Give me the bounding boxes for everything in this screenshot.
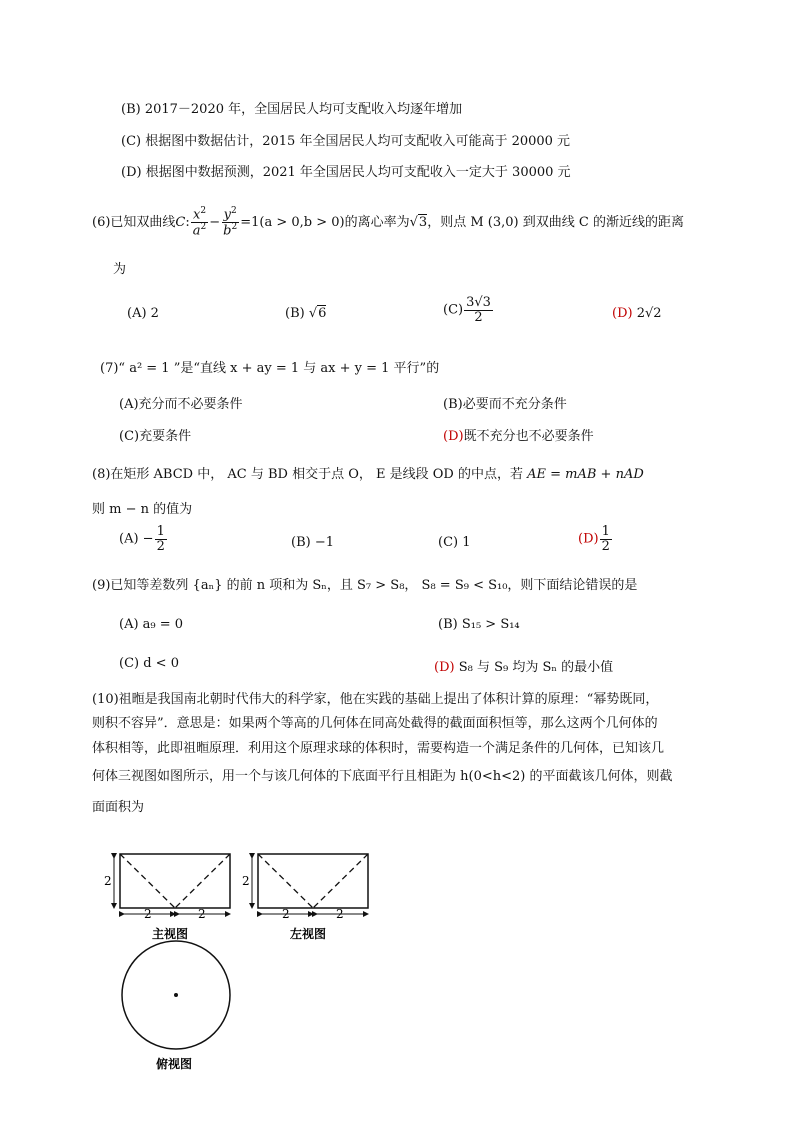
q7-stem: (7)“ a² = 1 ”是“直线 x + ay = 1 与 ax + y = 1 平行”的: [100, 361, 440, 376]
side-width-right-label: 2: [336, 907, 344, 921]
q6-option-c-den: 2: [474, 309, 483, 325]
q9-option-d-text: S₈ 与 S₉ 均为 Sₙ 的最小值: [458, 660, 614, 675]
q8-option-c: (C) 1: [438, 535, 471, 550]
q10-line-2: 则积不容异”．意思是：如果两个等高的几何体在同高处截得的截面面积恒等，那么这两个几何体的: [92, 716, 658, 731]
q6-stem: (6)已知双曲线C: $\frac{x^2}{a^2}$ − $\frac{y^2}{b^2}$ =1(a > 0,b > 0)的离心率为√3，则点 M (3,0) 到双曲线 C 的渐近线的距离: [92, 206, 684, 239]
side-view: [242, 854, 368, 941]
q8-vector-eq: AE = mAB + nAD: [527, 467, 644, 482]
q8-option-a: [119, 525, 168, 553]
three-view-figure: [100, 840, 400, 1080]
q6-option-b: (B) √6: [285, 306, 327, 321]
q9-stem: (9)已知等差数列 {aₙ} 的前 n 项和为 Sₙ，且 S₇ > S₈， S₈ = S₉ < S₁₀，则下面结论错误的是: [92, 578, 638, 593]
q8-option-a-den: 2: [156, 538, 165, 554]
q6-condition: =1(a > 0,b > 0): [240, 215, 345, 230]
front-height-label: 2: [104, 874, 112, 888]
q8-option-d: [578, 525, 613, 553]
q10-line-4: 何体三视图如图所示，用一个与该几何体的下底面平行且相距为 h(0<h<2) 的平面截该几何体，则截: [92, 769, 673, 784]
q7-option-c: (C)充要条件: [119, 429, 192, 444]
q6-option-d-value: 2√2: [636, 306, 662, 321]
q10-line-3: 体积相等，此即祖暅原理．利用这个原理求球的体积时，需要构造一个满足条件的几何体，已知该几: [92, 741, 665, 756]
q8-option-a-label: (A) −: [119, 531, 154, 547]
q9-option-d-label: (D): [434, 660, 455, 675]
q7-option-d-text: 既不充分也不必要条件: [463, 429, 594, 444]
front-width-right-label: 2: [198, 907, 206, 921]
q6-option-d-label: (D): [612, 306, 633, 321]
top-view: [122, 941, 230, 1071]
q6-option-b-value: 6: [318, 306, 327, 321]
side-height-label: 2: [242, 874, 250, 888]
q6-option-d: [612, 306, 662, 321]
side-width-left-label: 2: [282, 907, 290, 921]
q8-stem: [92, 463, 644, 482]
q9-option-c: (C) d < 0: [119, 656, 179, 671]
q5-option-c: (C) 根据图中数据估计，2015 年全国居民人均可支配收入可能高于 20000 元: [121, 134, 571, 149]
q8-option-a-num: 1: [156, 524, 165, 539]
q8-stem-text: (8)在矩形 ABCD 中， AC 与 BD 相交于点 O， E 是线段 OD 的中点，若: [92, 467, 523, 482]
q5-option-b: (B) 2017－2020 年，全国居民人均可支配收入均逐年增加: [121, 102, 463, 117]
q6-option-c-num: 3√3: [466, 295, 491, 310]
q6-prefix: (6)已知双曲线: [92, 215, 176, 230]
q8-continuation: 则 m − n 的值为: [92, 502, 193, 517]
q6-mid: 的离心率为: [344, 215, 410, 230]
q6-option-a: (A) 2: [127, 306, 159, 321]
q9-option-b: (B) S₁₅ > S₁₄: [438, 617, 520, 632]
q7-option-d-label: (D): [443, 429, 464, 444]
q9-option-a: (A) a₉ = 0: [119, 617, 184, 632]
top-view-label: 俯视图: [156, 1057, 193, 1071]
q6-option-b-label: (B): [285, 306, 305, 321]
q6-option-c-label: (C): [443, 302, 464, 318]
q10-line-1: (10)祖暅是我国南北朝时代伟大的科学家，他在实践的基础上提出了体积计算的原理：“幂势既同，: [92, 692, 659, 707]
q8-option-d-label: (D): [578, 531, 599, 547]
q7-option-a: (A)充分而不必要条件: [119, 397, 243, 412]
q8-option-d-den: 2: [601, 538, 610, 554]
q8-option-d-num: 1: [601, 524, 610, 539]
front-width-left-label: 2: [144, 907, 152, 921]
q10-line-5: 面面积为: [92, 800, 145, 815]
q7-option-b: (B)必要而不充分条件: [443, 397, 567, 412]
q8-option-b: (B) −1: [291, 535, 334, 550]
front-view: [104, 854, 230, 941]
q6-mid2: ，则点 M (3,0) 到双曲线 C 的渐近线的距离: [427, 215, 684, 230]
q7-option-d: [443, 425, 594, 444]
q6-continuation: 为: [113, 262, 127, 277]
front-view-label: 主视图: [152, 927, 189, 941]
q6-option-c: [443, 296, 494, 324]
q5-option-d: (D) 根据图中数据预测，2021 年全国居民人均可支配收入一定大于 30000 元: [121, 165, 571, 180]
q9-option-d: [434, 656, 613, 675]
side-view-label: 左视图: [290, 927, 327, 941]
